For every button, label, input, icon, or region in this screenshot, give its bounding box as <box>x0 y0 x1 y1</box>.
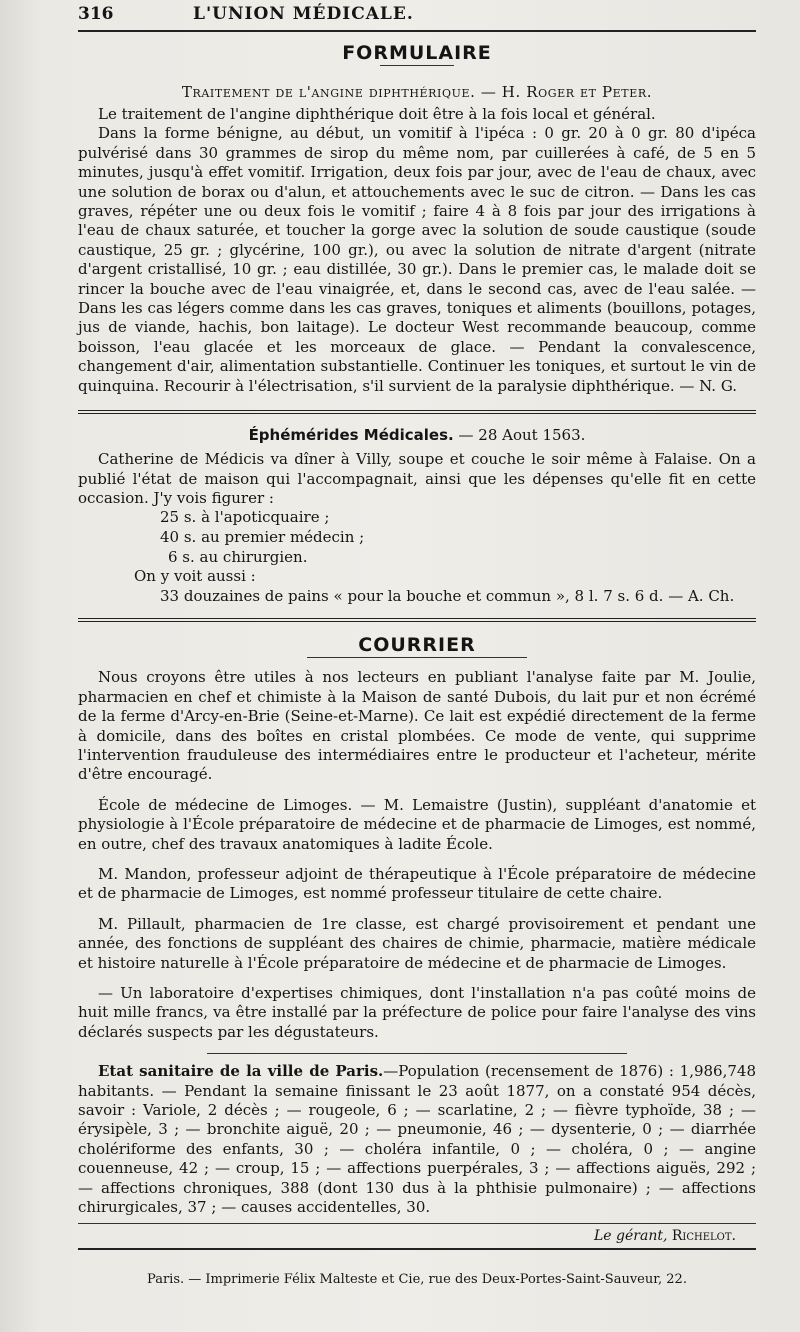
courrier-paragraph: Nous croyons être utiles à nos lecteurs en publiant l'analyse faite par M. Joulie, pharmacien en chef et chimiste à la Maison de santé Dubois, du lait pur et non écrémé de la ferme d'Arcy-en-Brie (Seine-et-Marne). Ce lait est expédié directement de la ferme à domicile, dans des boîtes en cristal plombées. Ce mode de vente, qui supprime l'intervention frauduleuse des intermédiaires entre le producteur et l'acheteur, mérite d'être encouragé. <box>78 668 756 784</box>
signature-label: Le gérant, <box>594 1228 668 1245</box>
ephemerides-item: 6 s. au chirurgien. <box>168 547 308 566</box>
ephemerides-item: 25 s. à l'apoticquaire ; <box>160 508 330 527</box>
signature-name: Richelot. <box>671 1228 736 1245</box>
page-number: 316 <box>78 4 114 24</box>
formulaire-underline <box>380 65 454 66</box>
formulaire-title: FORMULAIRE <box>342 42 492 64</box>
courrier-paragraph: M. Pillault, pharmacien de 1re classe, est chargé provisoirement et pendant une année, des fonctions de suppléant des chaires de chimie, pharmacie, matière médicale et histoire naturelle à l'École préparatoire de médecine et de pharmacie de Limoges. <box>78 914 756 972</box>
ephemerides-intro: Catherine de Médicis va dîner à Villy, soupe et couche le soir même à Falaise. On a publié l'état de maison qui l'accompagnait, ainsi que les dépenses qu'elle fit en cette occasion. J'y vois figurer : <box>78 450 756 507</box>
signature <box>78 1228 756 1244</box>
courrier-paragraph: M. Mandon, professeur adjoint de thérapeutique à l'École préparatoire de médecine et de pharmacie de Limoges, est nommé professeur titulaire de cette chaire. <box>78 864 756 903</box>
ephemerides-also-item: 33 douzaines de pains « pour la bouche et commun », 8 l. 7 s. 6 d. — A. Ch. <box>160 586 735 605</box>
ephemerides-date: — 28 Aout 1563. <box>458 426 586 445</box>
etat-sanitaire-lead: Etat sanitaire de la ville de Paris. <box>98 1062 384 1081</box>
ephemerides-item: 40 s. au premier médecin ; <box>160 527 365 546</box>
page-header <box>78 4 756 30</box>
section-divider <box>78 410 756 414</box>
ephemerides-also-label: On y voit aussi : <box>134 567 256 586</box>
formulaire-heading <box>78 42 756 66</box>
ephemerides-title: Éphémérides Médicales. <box>248 426 454 445</box>
formulaire-subtitle: Traitement de l'angine diphthérique. — H. Roger et Peter. <box>181 83 653 101</box>
ephemerides-heading <box>78 426 756 444</box>
courrier-paragraph: — Un laboratoire d'expertises chimiques, dont l'installation n'a pas coûté moins de huit mille francs, va être installé par la préfecture de police pour faire l'analyse des vins déclarés suspects par les dégustateurs. <box>78 983 756 1041</box>
courrier-paragraph: École de médecine de Limoges. — M. Lemaistre (Justin), suppléant d'anatomie et physiologie à l'École préparatoire de médecine et de pharmacie de Limoges, est nommé, en outre, chef des travaux anatomiques à ladite École. <box>78 795 756 853</box>
courrier-title: COURRIER <box>358 634 476 657</box>
formulaire-paragraph: Le traitement de l'angine diphthérique doit être à la fois local et général. <box>98 105 656 123</box>
courrier-heading <box>78 634 756 658</box>
footer-rule <box>78 1248 756 1250</box>
etat-sanitaire-text: —Population (recensement de 1876) : 1,986,748 habitants. — Pendant la semaine finissant le 23 août 1877, on a constaté 954 décès, savoir : Variole, 2 décès ; — rougeole, 6 ; — scarlatine, 2 ; — fièvre typhoïde, 38 ; — érysipèle, 3 ; — bronchite aiguë, 20 ; — pneumonie, 46 ; — dysenterie, 0 ; — diarrhée cholériforme des enfants, 30 ; — choléra infantile, 0 ; — choléra, 0 ; — angine couenneuse, 42 ; — croup, 15 ; — affections puerpérales, 3 ; — affections aiguës, 292 ; — affections chroniques, 388 (dont 130 dus à la phthisie pulmonaire) ; — affections chirurgicales, 37 ; — causes accidentelles, 30. <box>78 1062 756 1217</box>
formulaire-paragraph: Dans la forme bénigne, au début, un vomitif à l'ipéca : 0 gr. 20 à 0 gr. 80 d'ipéca pulvérisé dans 30 grammes de sirop du même nom, par cuillerées à café, de 5 en 5 minutes, jusqu'à effet vomitif. Irrigation, deux fois par jour, avec de l'eau de chaux, avec une solution de borax ou d'alun, et attouchements avec le suc de citron. — Dans les cas graves, répéter une ou deux fois le vomitif ; faire 4 à 8 fois par jour des irrigations à l'eau de chaux saturée, et toucher la gorge avec la solution de soude caustique (soude caustique, 25 gr. ; glycérine, 100 gr.), ou avec la solution de nitrate d'argent (nitrate d'argent cristallisé, 10 gr. ; eau distillée, 30 gr.). Dans le premier cas, le malade doit se rincer la bouche avec de l'eau vinaigrée, et, dans le second cas, avec de l'eau salée. — Dans les cas légers comme dans les cas graves, toniques et aliments (bouillons, potages, jus de viande, hachis, bon laitage). Le docteur West recommande beaucoup, comme boisson, l'eau glacée et les morceaux de glace. — Pendant la convalescence, changement d'air, alimentation substantielle. Continuer les toniques, et surtout le vin de quinquina. Recourir à l'électrisation, s'il survient de la paralysie diphthérique. — N. G. <box>78 124 756 395</box>
etat-sanitaire-paragraph <box>78 1062 756 1217</box>
journal-title: L'UNION MÉDICALE. <box>193 4 414 24</box>
signature-rule <box>78 1223 756 1224</box>
imprint-footer: Paris. — Imprimerie Félix Malteste et Cie, rue des Deux-Portes-Saint-Sauveur, 22. <box>147 1272 687 1288</box>
